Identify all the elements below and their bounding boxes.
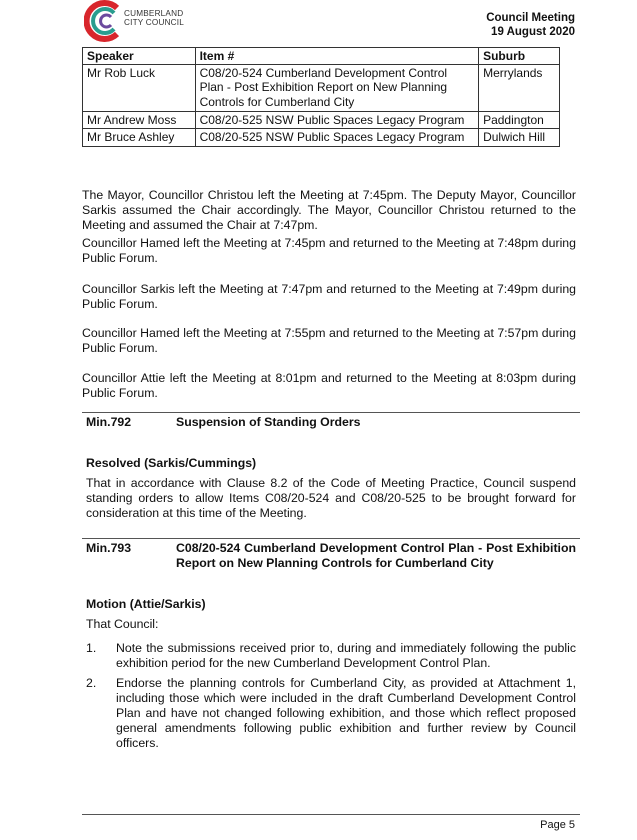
list-item-text: Endorse the planning controls for Cumberland City, as provided at Attachment 1, including those which were included in the draft Cumberland Development Control Plan and have not changed following exhibition, and those which reflect proposed general amendments following public exhibition and further review by Council officers. — [116, 676, 576, 750]
council-logo — [84, 0, 214, 40]
motion-intro: That Council: — [86, 617, 159, 631]
meeting-info — [486, 12, 575, 40]
paragraph-hamed-left-1: Councillor Hamed left the Meeting at 7:45pm and returned to the Meeting at 7:48pm during Public Forum. — [82, 236, 576, 265]
table-row — [83, 111, 560, 129]
paragraph-hamed-left-2: Councillor Hamed left the Meeting at 7:55pm and returned to the Meeting at 7:57pm during Public Forum. — [82, 326, 576, 355]
speaker-item: C08/20-525 NSW Public Spaces Legacy Program — [195, 111, 479, 129]
paragraph-mayor-left: The Mayor, Councillor Christou left the Meeting at 7:45pm. The Deputy Mayor, Councillor Sarkis assumed the Chair accordingly. The Mayor, Councillor Christou returned to the Meeting and assumed the Chair at 7:47pm. — [82, 188, 576, 232]
meeting-title: Council Meeting — [486, 12, 575, 24]
logo-line-2: CITY COUNCIL — [124, 18, 185, 28]
table-header-row — [83, 48, 560, 65]
meeting-date: 19 August 2020 — [491, 25, 575, 38]
section-divider — [82, 538, 580, 539]
speaker-suburb: Paddington — [479, 111, 560, 129]
speaker-name: Mr Rob Luck — [83, 64, 196, 111]
minute-number: Min.793 — [86, 541, 132, 555]
column-header-item: Item # — [195, 48, 479, 65]
minute-title: Suspension of Standing Orders — [176, 415, 361, 429]
column-header-speaker: Speaker — [83, 48, 196, 65]
paragraph-sarkis-left: Councillor Sarkis left the Meeting at 7:47pm and returned to the Meeting at 7:49pm during Public Forum. — [82, 282, 576, 311]
minute-title: C08/20-524 Cumberland Development Control Plan - Post Exhibition Report on New Planning Controls for Cumberland City — [176, 541, 576, 570]
speaker-name: Mr Bruce Ashley — [83, 129, 196, 147]
speaker-item: C08/20-525 NSW Public Spaces Legacy Program — [195, 129, 479, 147]
paragraph-attie-left: Councillor Attie left the Meeting at 8:01pm and returned to the Meeting at 8:03pm during Public Forum. — [82, 371, 576, 400]
resolved-heading: Resolved (Sarkis/Cummings) — [86, 456, 257, 470]
council-logo-icon — [84, 0, 126, 42]
speaker-suburb: Merrylands — [479, 64, 560, 111]
table-row — [83, 129, 560, 147]
speakers-table — [82, 47, 560, 147]
footer-divider — [82, 814, 580, 815]
list-item-text: Note the submissions received prior to, during and immediately following the public exhibition period for the new Cumberland Development Control Plan. — [116, 641, 576, 670]
speaker-item: C08/20-524 Cumberland Development Control Plan - Post Exhibition Report on New Planning Controls for Cumberland City — [195, 64, 479, 111]
speaker-suburb: Dulwich Hill — [479, 129, 560, 147]
minute-number: Min.792 — [86, 415, 132, 429]
speaker-name: Mr Andrew Moss — [83, 111, 196, 129]
list-item-number: 2. — [86, 676, 97, 690]
page-number: Page 5 — [540, 819, 575, 831]
list-item-number: 1. — [86, 641, 97, 655]
logo-line-1: CUMBERLAND — [124, 9, 184, 18]
resolution-text: That in accordance with Clause 8.2 of the Code of Meeting Practice, Council suspend standing orders to allow Items C08/20-524 and C08/20-525 to be brought forward for consideration at this time of the Meeting. — [86, 476, 576, 520]
table-row — [83, 64, 560, 111]
motion-heading: Motion (Attie/Sarkis) — [86, 597, 206, 611]
column-header-suburb: Suburb — [479, 48, 560, 65]
section-divider — [82, 412, 580, 413]
